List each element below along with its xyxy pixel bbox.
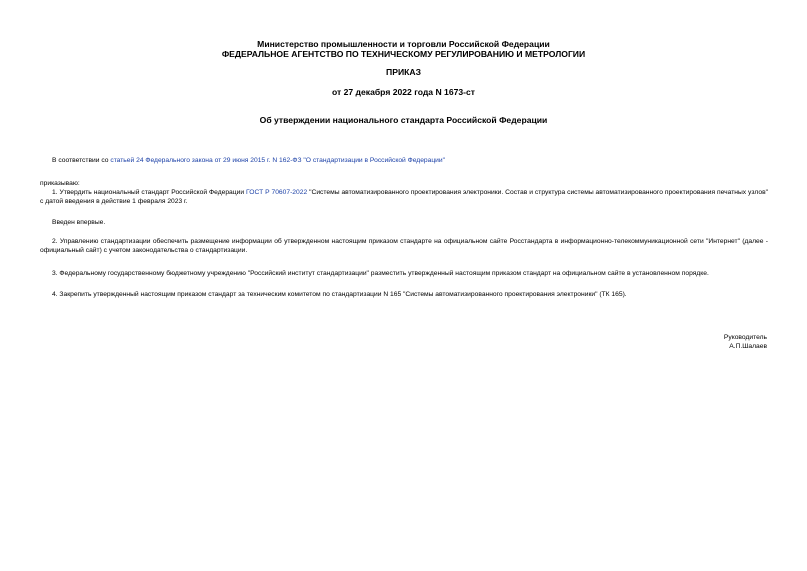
- item-3-paragraph: 3. Федеральному государственному бюджетному учреждению "Российский институт стандартизации" разместить утвержденный настоящим приказом стандарт на официальном сайте в установленном порядке.: [52, 270, 709, 277]
- introduction-note: Введен впервые.: [52, 219, 106, 226]
- agency-heading: ФЕДЕРАЛЬНОЕ АГЕНТСТВО ПО ТЕХНИЧЕСКОМУ РЕГУЛИРОВАНИЮ И МЕТРОЛОГИИ: [221, 49, 586, 59]
- ministry-heading: Министерство промышленности и торговли Российской Федерации: [257, 39, 550, 49]
- order-word: приказываю:: [40, 180, 80, 187]
- basis-prefix: В соответствии со: [52, 157, 111, 164]
- signature-title: Руководитель: [723, 334, 767, 341]
- item-1-paragraph: [40, 188, 768, 206]
- document-subject-title: Об утверждении национального стандарта Российской Федерации: [259, 115, 548, 125]
- item-1-suffix: "Системы автоматизированного проектирования электроники. Состав и структура системы автоматизированного проектирования печатных узлов" с датой введения в действие 1 февраля 2023 г.: [40, 189, 769, 206]
- gost-standard-link[interactable]: ГОСТ Р 70607-2022: [246, 189, 308, 196]
- federal-law-link[interactable]: статьей 24 Федерального закона от 29 июня 2015 г. N 162-ФЗ "О стандартизации в Российской Федерации": [110, 157, 446, 164]
- document-type-heading: ПРИКАЗ: [386, 67, 421, 77]
- signature-name: А.П.Шалаев: [729, 343, 767, 350]
- item-2-paragraph: 2. Управлению стандартизации обеспечить размещение информации об утвержденном настоящим приказом стандарте на официальном сайте Росстандарта в информационно-телекоммуникационной сети "Интернет" (далее - официальный сайт) с учетом законодательства о стандартизации.: [40, 238, 768, 255]
- document-date-number: от 27 декабря 2022 года N 1673-ст: [331, 87, 476, 97]
- basis-paragraph: [40, 156, 768, 165]
- item-1-prefix: 1. Утвердить национальный стандарт Российской Федерации: [52, 189, 247, 196]
- item-4-paragraph: 4. Закрепить утвержденный настоящим приказом стандарт за техническим комитетом по стандартизации N 165 "Системы автоматизированного проектирования электроники" (ТК 165).: [52, 291, 627, 298]
